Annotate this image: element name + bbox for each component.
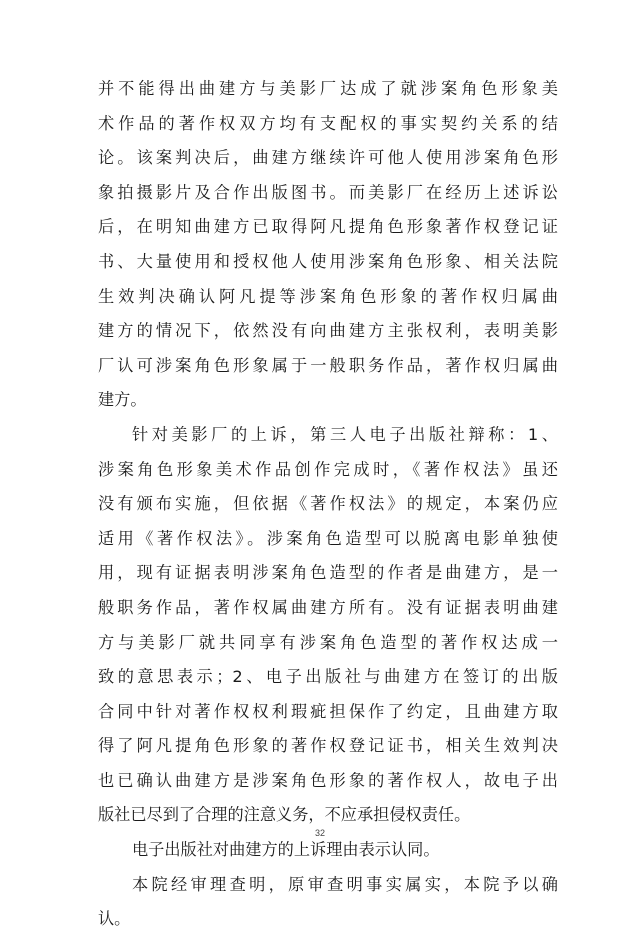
text-line: 书、大量使用和授权他人使用涉案角色形象、相关法院	[98, 251, 558, 271]
text-line: 版社已尽到了合理的注意义务，不应承担侵权责任。	[98, 805, 471, 825]
text-line: 方与美影厂就共同享有涉案角色造型的著作权达成一	[98, 632, 558, 652]
text-line: 致的意思表示；2、电子出版社与曲建方在签订的出版	[98, 667, 558, 687]
text-line: 生效判决确认阿凡提等涉案角色形象的著作权归属曲	[98, 286, 558, 306]
body-text	[98, 72, 558, 937]
text-line: 建方的情况下，依然没有向曲建方主张权利，表明美影	[98, 321, 558, 341]
text-line: 涉案角色形象美术作品创作完成时，《著作权法》虽还	[98, 459, 558, 479]
text-line: 象拍摄影片及合作出版图书。而美影厂在经历上述诉讼	[98, 182, 558, 202]
page-number: 32	[314, 828, 325, 838]
text-line: 并不能得出曲建方与美影厂达成了就涉案角色形象美	[98, 79, 558, 98]
text-line: 认。	[98, 909, 131, 929]
text-line: 论。该案判决后，曲建方继续许可他人使用涉案角色形	[98, 148, 558, 168]
paragraph-first-line: 电子出版社对曲建方的上诉理由表示认同。	[132, 840, 440, 860]
text-line: 术作品的著作权双方均有支配权的事实契约关系的结	[98, 113, 558, 133]
text-line: 得了阿凡提角色形象的著作权登记证书，相关生效判决	[98, 736, 558, 756]
text-line: 用，现有证据表明涉案角色造型的作者是曲建方，是一	[98, 563, 558, 583]
text-line: 合同中针对著作权权利瑕疵担保作了约定，且曲建方取	[98, 701, 558, 721]
text-line: 后，在明知曲建方已取得阿凡提角色形象著作权登记证	[98, 217, 558, 237]
text-line: 适用《著作权法》。涉案角色造型可以脱离电影单独使	[98, 528, 558, 548]
text-line: 厂认可涉案角色形象属于一般职务作品，著作权归属曲	[98, 355, 558, 375]
paragraph-first-line: 针对美影厂的上诉，第三人电子出版社辩称：1、	[132, 424, 558, 444]
text-line: 也已确认曲建方是涉案角色形象的著作权人，故电子出	[98, 770, 558, 790]
text-line: 没有颁布实施，但依据《著作权法》的规定，本案仍应	[98, 494, 558, 514]
paragraph-first-line: 本院经审理查明，原审查明事实属实，本院予以确	[132, 874, 558, 894]
text-line: 建方。	[98, 390, 147, 410]
text-line: 般职务作品，著作权属曲建方所有。没有证据表明曲建	[98, 597, 558, 617]
